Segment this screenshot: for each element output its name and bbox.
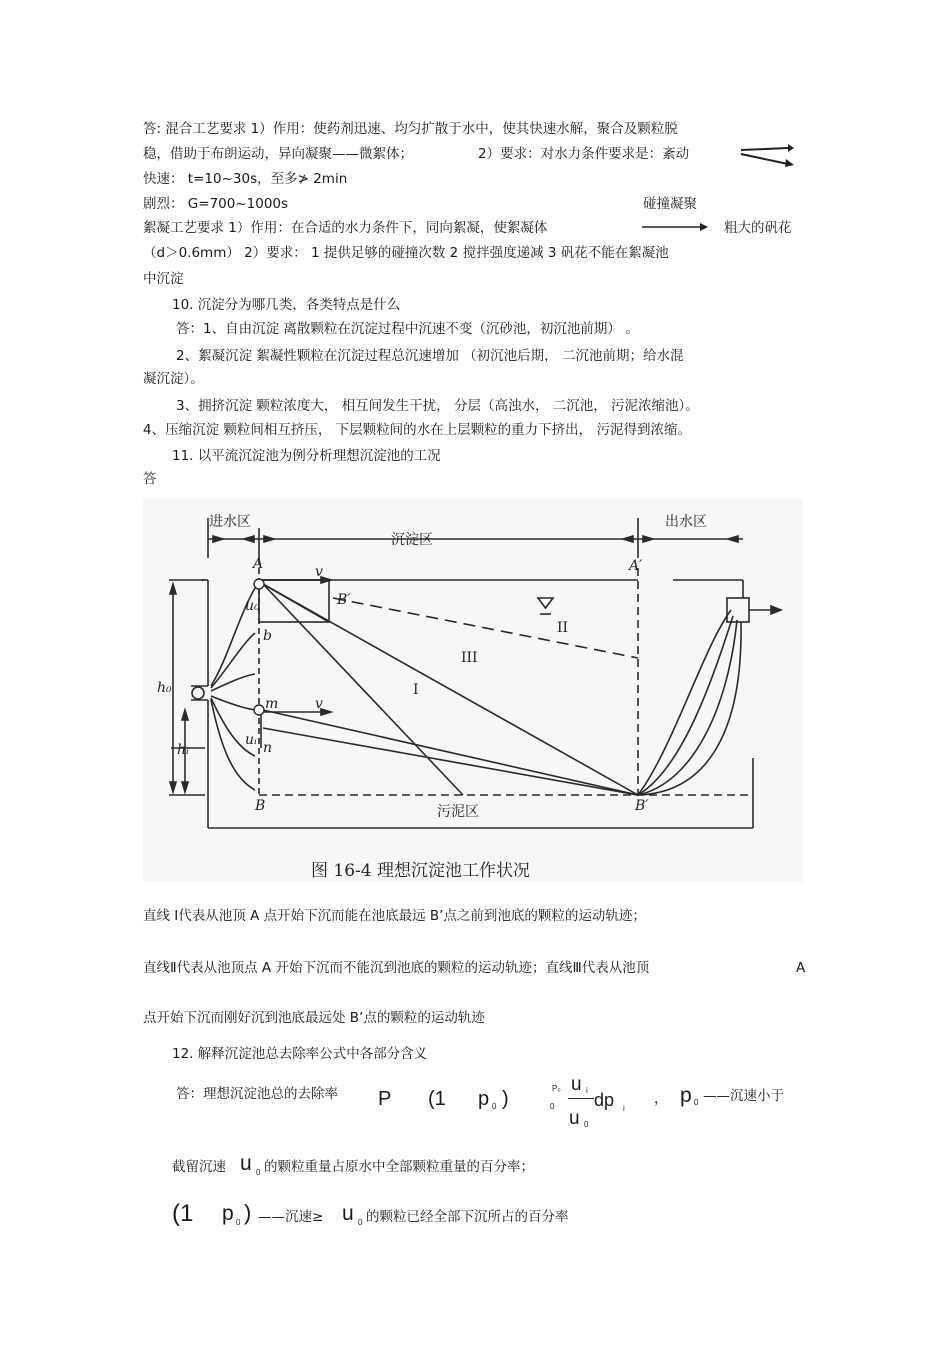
p0-symbol-sub: 0 [694, 1098, 699, 1107]
zone-settle-label: 沉淀区 [391, 532, 433, 548]
text-line-2b: 2）要求：对水力条件要求是：紊动 [478, 146, 690, 162]
p0-symbol: p [680, 1084, 692, 1107]
text-line-5b: 粗大的矾花 [724, 220, 792, 236]
formula-int-top: P₀ [552, 1084, 561, 1093]
formula-fraction-bar [568, 1098, 594, 1099]
formula-open-2: (1 [172, 1200, 194, 1227]
answer-10-2: 2、絮凝沉淀 絮凝性颗粒在沉淀过程总沉速增加 （初沉池后期， 二沉池前期；给水混 [176, 348, 684, 364]
point-b-label: B [255, 798, 266, 814]
right-arrow-icon [640, 220, 710, 234]
formula-ui-sub: i [586, 1086, 588, 1095]
desc-line-2a: 直线Ⅱ代表从池顶点 A 开始下沉而不能沉到池底的颗粒的运动轨迹；直线Ⅲ代表从池顶 [143, 960, 650, 976]
formula-close-2: ) [244, 1200, 252, 1225]
question-12: 12. 解释沉淀池总去除率公式中各部分含义 [172, 1046, 428, 1062]
text-line-3: 快速： t=10~30s，至多≯ 2min [143, 171, 348, 187]
question-10: 10. 沉淀分为哪几类，各类特点是什么 [172, 297, 401, 313]
formula-int-bottom: 0 [550, 1102, 555, 1111]
desc-line-2b: A [796, 960, 806, 976]
point-b-small-label: b [263, 628, 272, 644]
explanation-2: ——沉速≥ [258, 1209, 324, 1225]
point-b-prime-top-label: B′ [337, 592, 351, 608]
answer-10-3: 3、拥挤沉淀 颗粒浓度大， 相互间发生干扰， 分层（高浊水， 二沉池， 污泥浓缩池）。 [176, 398, 699, 414]
zone-sludge-label: 污泥区 [437, 804, 479, 820]
text-line-7: 中沉淀 [143, 271, 184, 287]
point-b-prime-label: B′ [635, 798, 649, 814]
formula-comma: ， [654, 1090, 668, 1106]
p0-symbol-2-sub: 0 [236, 1218, 241, 1227]
desc-line-3: 点开始下沉而刚好沉到池底最远处 B’点的颗粒的运动轨迹 [143, 1010, 485, 1026]
formula-dp: dp [594, 1090, 615, 1110]
text-line-1: 答: 混合工艺要求 1）作用：使药剂迅速、均匀扩散于水中，使其快速水解，聚合及颗粒脱 [143, 121, 678, 137]
settling-tank-figure [143, 498, 803, 882]
text-line-6: （d＞0.6mm） 2）要求： 1 提供足够的碰撞次数 2 搅拌强度递减 3 矾花不能在絮凝池 [143, 245, 669, 261]
p0-symbol-2: p [222, 1202, 234, 1225]
line-ii-label: II [557, 620, 569, 636]
answer-11: 答 [143, 471, 157, 487]
answer-10-1: 答：1、自由沉淀 离散颗粒在沉淀过程中沉速不变（沉砂池，初沉池前期） 。 [176, 321, 639, 337]
formula-p0: p [478, 1088, 490, 1110]
u0-symbol-1-sub: 0 [256, 1168, 261, 1177]
desc-line-1: 直线 Ⅰ代表从池顶 A 点开始下沉而能在池底最远 B’点之前到池底的颗粒的运动轨迹； [143, 908, 646, 924]
answer-10-2b: 凝沉淀）。 [143, 371, 204, 387]
figure-caption: 图 16-4 理想沉淀池工作状况 [311, 861, 530, 881]
double-arrow-icon [740, 142, 795, 168]
velocity-v-bottom-label: v [315, 696, 323, 712]
text-line-4a: 剧烈： G=700~1000s [143, 196, 289, 212]
formula-p0-sub: 0 [492, 1102, 497, 1111]
explanation-1b: 的颗粒重量占原水中全部颗粒重量的百分率； [264, 1159, 534, 1175]
text-line-5a: 絮凝工艺要求 1）作用：在合适的水力条件下，同向絮凝，使絮凝体 [143, 220, 548, 236]
text-line-4b: 碰撞凝聚 [643, 196, 697, 212]
answer-12: 答：理想沉淀池总的去除率 [176, 1086, 338, 1102]
velocity-ui-label: uᵢ [245, 732, 257, 748]
depth-hi-label: hᵢ [177, 742, 189, 758]
formula-close: ) [502, 1088, 509, 1110]
formula-ui: u [571, 1074, 582, 1095]
p0-definition: ——沉速小于 [703, 1088, 784, 1104]
answer-10-4: 4、压缩沉淀 颗粒间相互挤压， 下层颗粒间的水在上层颗粒的重力下挤出， 污泥得到浓缩。 [143, 422, 691, 438]
depth-h0-label: h₀ [157, 680, 172, 696]
u0-symbol-1: u [240, 1152, 252, 1175]
formula-dp-sub: i [623, 1104, 625, 1113]
u0-symbol-2-sub: 0 [358, 1218, 363, 1227]
velocity-u0-label: u₀ [245, 598, 260, 614]
line-i-label: I [413, 682, 419, 698]
u0-symbol-2: u [342, 1202, 354, 1225]
point-n-label: n [263, 740, 273, 756]
explanation-2b: 的颗粒已经全部下沉所占的百分率 [366, 1209, 569, 1225]
point-m-label: m [265, 696, 279, 712]
formula-open-1: (1 [428, 1088, 446, 1110]
formula-p: P [378, 1088, 392, 1110]
explanation-1a: 截留沉速 [172, 1159, 226, 1175]
line-iii-label: III [461, 650, 478, 666]
velocity-v-top-label: v [315, 564, 323, 580]
zone-inlet-label: 进水区 [209, 514, 251, 530]
formula-u0-sub: 0 [584, 1120, 589, 1129]
formula-u0: u [569, 1108, 580, 1129]
zone-outlet-label: 出水区 [665, 514, 707, 530]
question-11: 11. 以平流沉淀池为例分析理想沉淀池的工况 [172, 448, 441, 464]
point-a-prime-label: A′ [629, 558, 643, 574]
point-a-label: A [253, 556, 264, 572]
text-line-2a: 稳，借助于布朗运动，异向凝聚——微絮体； [143, 146, 413, 162]
